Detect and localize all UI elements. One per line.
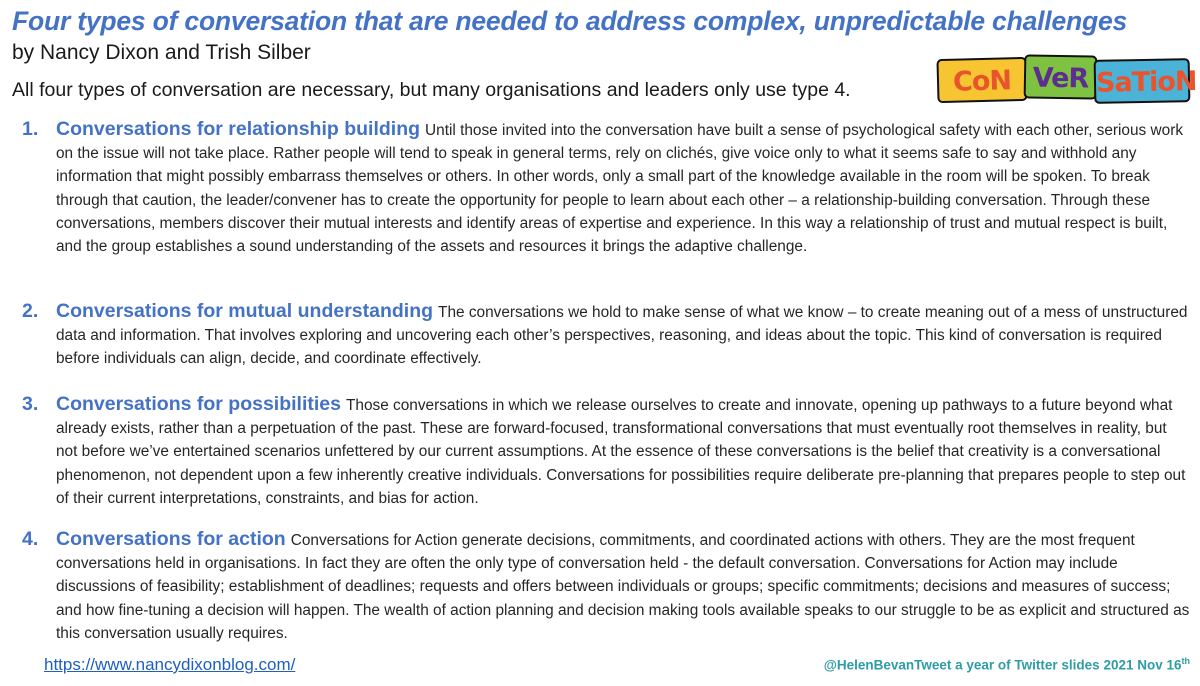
nancy-dixon-blog-link[interactable]: https://www.nancydixonblog.com/ — [44, 655, 296, 674]
intro-text: All four types of conversation are necessary, but many organisations and leaders only use type 4. — [12, 79, 851, 101]
item-body: The conversations we hold to make sense of what we know – to create meaning out of a mess of unstructured data and information. That involves exploring and uncovering each other’s perspectives, reasoning, and ideas about the topic. This kind of conversation is required before individuals can align, decide, and coordinate effectively. — [56, 304, 1188, 368]
item-heading: Conversations for action — [56, 528, 286, 550]
logo-tile-con: CoN — [936, 57, 1027, 103]
item-heading: Conversations for mutual understanding — [56, 300, 434, 322]
item-text — [56, 300, 1190, 371]
item-text — [56, 118, 1190, 258]
conversation-logo — [937, 54, 1197, 106]
item-number: 2. — [22, 300, 39, 322]
item-body: Those conversations in which we release ourselves to create and innovate, opening up pathways to a future beyond what already exists, rather than a perpetuation of the past. These are forward-focused, transformational conversations that must eventually root themselves in reality, but not before we’ve entertained scenarios unfettered by our current assumptions. At the essence of these conversations is the belief that creativity is a conversational phenomenon, not dependent upon a few inherently creative individuals. Conversations for possibilities require deliberate pre-planning that prepares people to step out of their current interpretations, constraints, and bias for action. — [56, 397, 1186, 507]
item-text — [56, 528, 1190, 645]
slide-credit — [824, 656, 1190, 673]
credit-ordinal: th — [1181, 656, 1190, 666]
item-heading: Conversations for possibilities — [56, 393, 341, 415]
item-text — [56, 393, 1190, 510]
item-number: 3. — [22, 393, 39, 415]
logo-tile-ver: VeR — [1024, 54, 1098, 99]
item-number: 4. — [22, 528, 39, 550]
credit-text: @HelenBevanTweet a year of Twitter slides 2021 Nov 16 — [823, 657, 1182, 673]
item-body: Conversations for Action generate decisions, commitments, and coordinated actions with others. They are the most frequent conversations held in organisations. In fact they are often the only type of conversation held - the default conversation. Conversations for Action may include discussions of feasibility; establishment of deadlines; requests and offers between individuals or groups; specific commitments; decisions and measures of success; and how fine-tuning a decision will happen. The wealth of action planning and decision making tools available speaks to our struggle to be as explicit and structured as this conversation usually requires. — [56, 532, 1190, 642]
slide-title: Four types of conversation that are needed to address complex, unpredictable challenges — [12, 6, 1128, 36]
logo-tile-sation: SaTioN — [1094, 58, 1191, 104]
item-body: Until those invited into the conversation have built a sense of psychological safety with each other, serious work on the issue will not take place. Rather people will tend to speak in general terms, rely on clichés, give voice only to what it seems safe to say and withhold any information that might possibly embarrass themselves or others. In other words, only a small part of the knowledge available in the room will be spoken. To break through that caution, the leader/convener has to create the opportunity for people to learn about each other – a relationship-building conversation. Through these conversations, members discover their mutual interests and identify areas of expertise and experience. In this way a relationship of trust and mutual respect is built, and the group establishes a sound understanding of the assets and resources it brings the adaptive challenge. — [56, 122, 1184, 256]
byline: by Nancy Dixon and Trish Silber — [12, 41, 311, 64]
item-number: 1. — [22, 118, 39, 140]
item-heading: Conversations for relationship building — [56, 118, 421, 140]
